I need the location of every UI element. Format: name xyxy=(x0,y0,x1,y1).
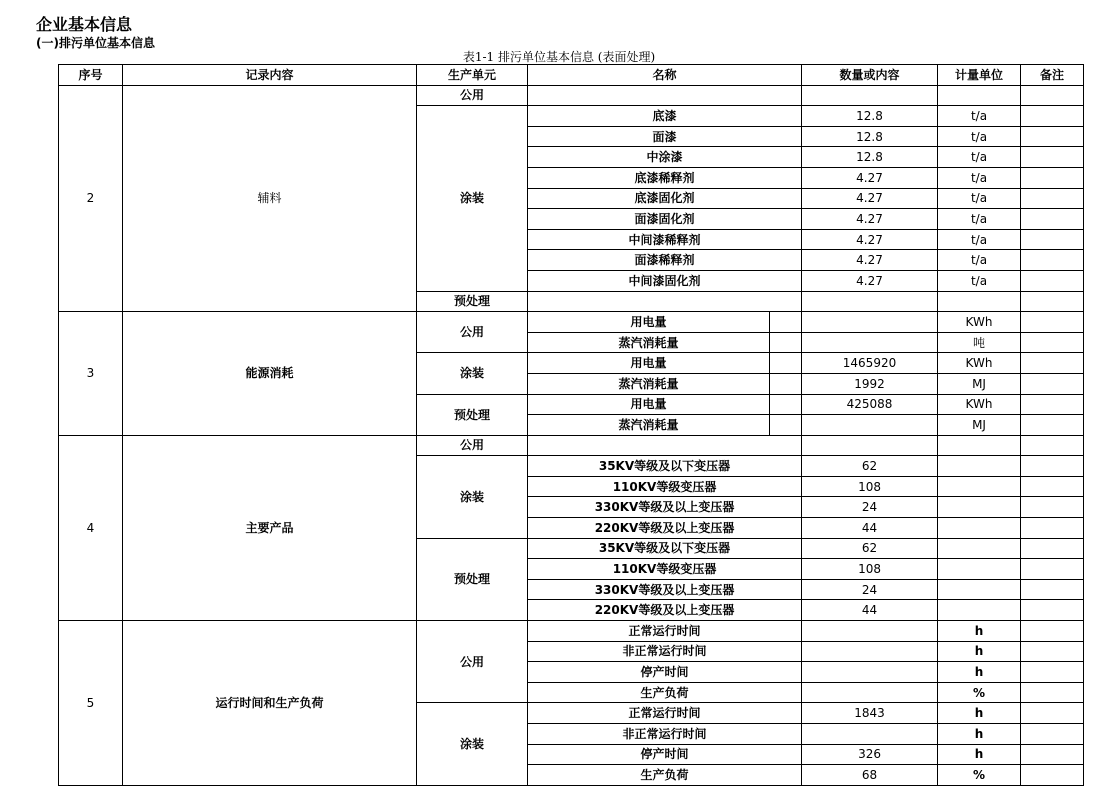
item-name: 底漆稀释剂 xyxy=(528,167,802,188)
item-unit xyxy=(938,456,1021,477)
empty-cell xyxy=(1021,600,1084,621)
item-unit: h xyxy=(938,724,1021,745)
row-number: 4 xyxy=(59,435,123,620)
item-unit: h xyxy=(938,641,1021,662)
empty-cell xyxy=(1021,106,1084,127)
section-title: (一)排污单位基本信息 xyxy=(36,36,155,50)
item-name: 生产负荷 xyxy=(528,682,802,703)
item-qty: 62 xyxy=(802,538,938,559)
emission-info-table xyxy=(58,64,1084,786)
empty-cell xyxy=(770,394,802,415)
row-number: 3 xyxy=(59,312,123,436)
item-name: 330KV等级及以上变压器 xyxy=(528,579,802,600)
item-name: 非正常运行时间 xyxy=(528,641,802,662)
item-name: 非正常运行时间 xyxy=(528,724,802,745)
item-qty xyxy=(802,332,938,353)
header-cell: 数量或内容 xyxy=(802,65,938,86)
unit-coating: 涂装 xyxy=(417,456,528,538)
empty-cell xyxy=(770,312,802,333)
item-name: 35KV等级及以下变压器 xyxy=(528,538,802,559)
item-unit: % xyxy=(938,682,1021,703)
unit-public: 公用 xyxy=(417,312,528,353)
header-cell: 计量单位 xyxy=(938,65,1021,86)
unit-public: 公用 xyxy=(417,85,528,106)
table-row xyxy=(59,312,1084,333)
empty-cell xyxy=(770,373,802,394)
item-unit xyxy=(938,476,1021,497)
item-qty: 425088 xyxy=(802,394,938,415)
empty-cell xyxy=(528,435,802,456)
empty-cell xyxy=(802,435,938,456)
item-qty: 12.8 xyxy=(802,147,938,168)
item-qty xyxy=(802,724,938,745)
item-unit: t/a xyxy=(938,126,1021,147)
item-unit: t/a xyxy=(938,147,1021,168)
empty-cell xyxy=(1021,229,1084,250)
item-qty: 4.27 xyxy=(802,188,938,209)
item-qty xyxy=(802,682,938,703)
empty-cell xyxy=(1021,621,1084,642)
empty-cell xyxy=(770,415,802,436)
item-qty: 4.27 xyxy=(802,229,938,250)
unit-pretreatment: 预处理 xyxy=(417,538,528,620)
empty-cell xyxy=(1021,559,1084,580)
unit-pretreatment: 预处理 xyxy=(417,394,528,435)
item-name: 220KV等级及以上变压器 xyxy=(528,600,802,621)
unit-coating: 涂装 xyxy=(417,106,528,291)
item-qty: 44 xyxy=(802,600,938,621)
item-unit: KWh xyxy=(938,394,1021,415)
empty-cell xyxy=(770,353,802,374)
record-content: 运行时间和生产负荷 xyxy=(123,621,417,786)
item-unit: MJ xyxy=(938,373,1021,394)
item-name: 面漆 xyxy=(528,126,802,147)
item-name: 底漆固化剂 xyxy=(528,188,802,209)
item-qty: 12.8 xyxy=(802,106,938,127)
empty-cell xyxy=(1021,456,1084,477)
item-qty: 4.27 xyxy=(802,209,938,230)
page-title: 企业基本信息 xyxy=(36,15,133,34)
empty-cell xyxy=(1021,147,1084,168)
header-cell: 生产单元 xyxy=(417,65,528,86)
item-unit xyxy=(938,518,1021,539)
row-number: 2 xyxy=(59,85,123,312)
empty-cell xyxy=(1021,209,1084,230)
item-name: 35KV等级及以下变压器 xyxy=(528,456,802,477)
item-name: 110KV等级变压器 xyxy=(528,559,802,580)
item-unit: t/a xyxy=(938,106,1021,127)
item-name: 正常运行时间 xyxy=(528,621,802,642)
item-name: 面漆固化剂 xyxy=(528,209,802,230)
item-unit: KWh xyxy=(938,312,1021,333)
item-unit xyxy=(938,559,1021,580)
empty-cell xyxy=(1021,724,1084,745)
item-name: 蒸汽消耗量 xyxy=(528,415,770,436)
unit-pretreatment: 预处理 xyxy=(417,291,528,312)
item-qty: 1843 xyxy=(802,703,938,724)
row-number: 5 xyxy=(59,621,123,786)
empty-cell xyxy=(1021,744,1084,765)
item-unit: t/a xyxy=(938,167,1021,188)
item-unit: 吨 xyxy=(938,332,1021,353)
empty-cell xyxy=(1021,188,1084,209)
empty-cell xyxy=(1021,85,1084,106)
item-name: 用电量 xyxy=(528,312,770,333)
unit-public: 公用 xyxy=(417,621,528,703)
item-qty: 1465920 xyxy=(802,353,938,374)
item-qty: 24 xyxy=(802,497,938,518)
empty-cell xyxy=(1021,476,1084,497)
header-cell: 名称 xyxy=(528,65,802,86)
item-qty xyxy=(802,415,938,436)
item-name: 面漆稀释剂 xyxy=(528,250,802,271)
unit-public: 公用 xyxy=(417,435,528,456)
item-name: 中间漆固化剂 xyxy=(528,270,802,291)
empty-cell xyxy=(1021,126,1084,147)
empty-cell xyxy=(802,291,938,312)
item-name: 用电量 xyxy=(528,353,770,374)
empty-cell xyxy=(1021,394,1084,415)
empty-cell xyxy=(1021,373,1084,394)
record-content: 主要产品 xyxy=(123,435,417,620)
empty-cell xyxy=(1021,312,1084,333)
empty-cell xyxy=(1021,641,1084,662)
unit-coating: 涂装 xyxy=(417,353,528,394)
item-qty xyxy=(802,621,938,642)
item-unit: t/a xyxy=(938,209,1021,230)
item-unit xyxy=(938,538,1021,559)
item-name: 用电量 xyxy=(528,394,770,415)
empty-cell xyxy=(938,85,1021,106)
item-name: 底漆 xyxy=(528,106,802,127)
table-row xyxy=(59,621,1084,642)
item-unit: % xyxy=(938,765,1021,786)
empty-cell xyxy=(1021,682,1084,703)
empty-cell xyxy=(1021,579,1084,600)
item-name: 停产时间 xyxy=(528,662,802,683)
empty-cell xyxy=(528,291,802,312)
header-cell: 序号 xyxy=(59,65,123,86)
item-unit: h xyxy=(938,621,1021,642)
item-name: 110KV等级变压器 xyxy=(528,476,802,497)
item-unit: h xyxy=(938,703,1021,724)
empty-cell xyxy=(1021,415,1084,436)
empty-cell xyxy=(1021,291,1084,312)
record-content: 能源消耗 xyxy=(123,312,417,436)
item-qty xyxy=(802,641,938,662)
header-cell: 备注 xyxy=(1021,65,1084,86)
item-unit: t/a xyxy=(938,229,1021,250)
item-unit: h xyxy=(938,744,1021,765)
empty-cell xyxy=(1021,353,1084,374)
empty-cell xyxy=(528,85,802,106)
empty-cell xyxy=(1021,765,1084,786)
empty-cell xyxy=(1021,332,1084,353)
item-name: 停产时间 xyxy=(528,744,802,765)
empty-cell xyxy=(938,291,1021,312)
empty-cell xyxy=(1021,167,1084,188)
item-name: 220KV等级及以上变压器 xyxy=(528,518,802,539)
record-content: 辅料 xyxy=(123,85,417,312)
item-name: 蒸汽消耗量 xyxy=(528,373,770,394)
item-unit: KWh xyxy=(938,353,1021,374)
header-cell: 记录内容 xyxy=(123,65,417,86)
item-unit xyxy=(938,579,1021,600)
item-qty: 24 xyxy=(802,579,938,600)
item-name: 中涂漆 xyxy=(528,147,802,168)
item-qty: 44 xyxy=(802,518,938,539)
unit-coating: 涂装 xyxy=(417,703,528,785)
empty-cell xyxy=(1021,250,1084,271)
item-unit: t/a xyxy=(938,188,1021,209)
item-qty: 12.8 xyxy=(802,126,938,147)
empty-cell xyxy=(1021,703,1084,724)
item-unit: t/a xyxy=(938,270,1021,291)
item-qty: 68 xyxy=(802,765,938,786)
table-row xyxy=(59,85,1084,106)
empty-cell xyxy=(1021,497,1084,518)
item-qty: 1992 xyxy=(802,373,938,394)
item-qty: 62 xyxy=(802,456,938,477)
item-qty xyxy=(802,662,938,683)
item-qty: 108 xyxy=(802,476,938,497)
item-qty: 326 xyxy=(802,744,938,765)
item-unit: t/a xyxy=(938,250,1021,271)
item-qty: 4.27 xyxy=(802,167,938,188)
item-unit xyxy=(938,497,1021,518)
item-unit: MJ xyxy=(938,415,1021,436)
item-name: 蒸汽消耗量 xyxy=(528,332,770,353)
item-unit xyxy=(938,600,1021,621)
empty-cell xyxy=(1021,270,1084,291)
table-caption: 表1-1 排污单位基本信息 (表面处理) xyxy=(462,50,656,64)
item-name: 330KV等级及以上变压器 xyxy=(528,497,802,518)
table-row xyxy=(59,435,1084,456)
item-name: 生产负荷 xyxy=(528,765,802,786)
empty-cell xyxy=(938,435,1021,456)
empty-cell xyxy=(1021,538,1084,559)
item-qty: 108 xyxy=(802,559,938,580)
item-unit: h xyxy=(938,662,1021,683)
empty-cell xyxy=(1021,518,1084,539)
item-name: 中间漆稀释剂 xyxy=(528,229,802,250)
item-qty: 4.27 xyxy=(802,270,938,291)
empty-cell xyxy=(770,332,802,353)
header-row xyxy=(59,65,1084,86)
item-name: 正常运行时间 xyxy=(528,703,802,724)
item-qty xyxy=(802,312,938,333)
empty-cell xyxy=(802,85,938,106)
empty-cell xyxy=(1021,435,1084,456)
empty-cell xyxy=(1021,662,1084,683)
item-qty: 4.27 xyxy=(802,250,938,271)
